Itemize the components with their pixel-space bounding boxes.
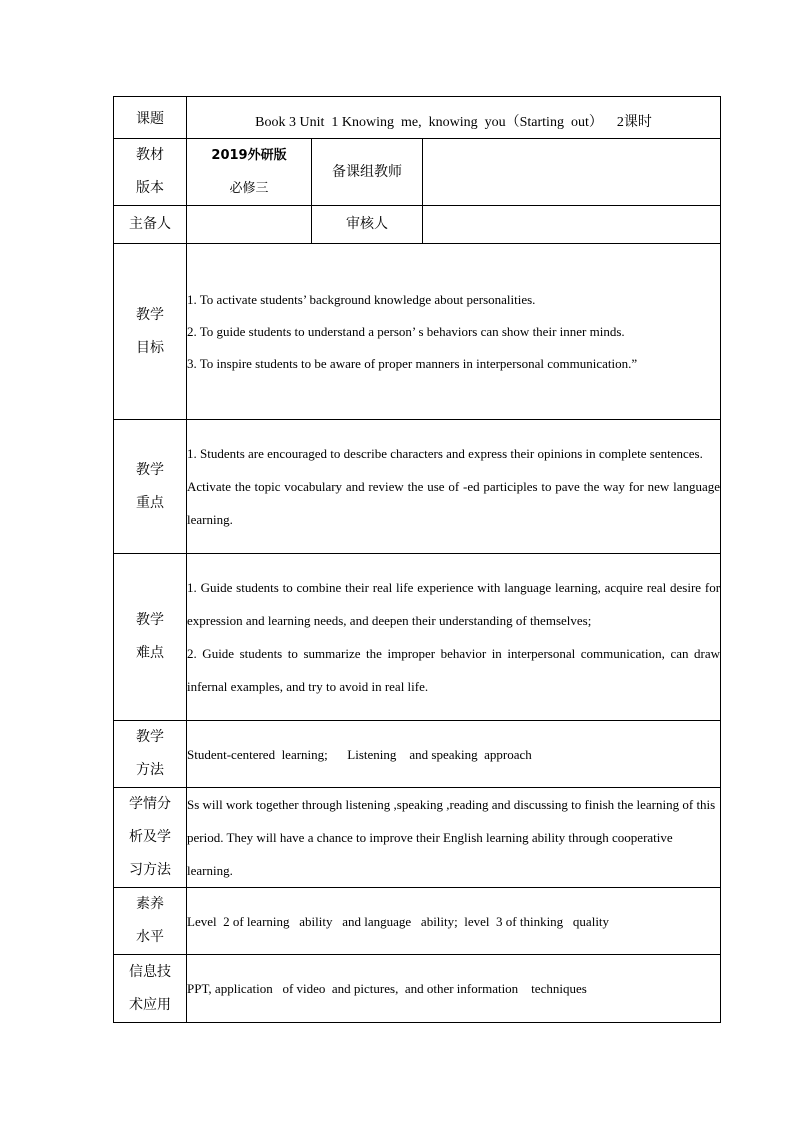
literacy-label: 素养 水平 [114,888,187,955]
analysis-content: Ss will work together through listening ,speaking ,reading and discussing to finish the learning of this period. They will have a chance to improve their English learning ability through cooperative learning. [187,788,721,888]
difficulty-item: 1. Guide students to combine their real life experience with language learning, acquire real desire for expression and learning needs, and deepen their understanding of themselves; [187,580,721,628]
row-textbook [114,139,721,206]
row-course [114,97,721,139]
course-title: Book 3 Unit 1 Knowing me, knowing you（Starting out） 2课时 [187,97,721,139]
tech-content: PPT, application of video and pictures, and other information techniques [187,955,721,1023]
literacy-content: Level 2 of learning ability and language ability; level 3 of thinking quality [187,888,721,955]
preparer-label: 主备人 [114,206,187,244]
analysis-label: 学情分 析及学 习方法 [114,788,187,888]
row-tech [114,955,721,1023]
difficulties-label: 教学 难点 [114,554,187,721]
objective-item: 3. To inspire students to be aware of proper manners in interpersonal communication.” [187,356,638,371]
lesson-plan-table [113,96,721,1023]
row-objectives [114,244,721,420]
key-points-label: 教学 重点 [114,420,187,554]
objective-item: 2. To guide students to understand a person’ s behaviors can show their inner minds. [187,324,625,339]
tech-label: 信息技 术应用 [114,955,187,1023]
row-literacy [114,888,721,955]
difficulty-item: 2. Guide students to summarize the improper behavior in interpersonal communication, can draw infernal examples, and try to avoid in real life. [187,646,721,694]
methods-label: 教学 方法 [114,721,187,788]
row-methods [114,721,721,788]
prep-teacher-value [423,139,721,206]
methods-content: Student-centered learning; Listening and speaking approach [187,721,721,788]
course-label: 课题 [114,97,187,139]
row-analysis [114,788,721,888]
objective-item: 1. To activate students’ background knowledge about personalities. [187,292,536,307]
reviewer-label: 审核人 [312,206,423,244]
difficulties-content [187,554,721,721]
textbook-label: 教材 版本 [114,139,187,206]
row-difficulties [114,554,721,721]
key-point-item: Activate the topic vocabulary and review the use of -ed participles to pave the way for new language learning. [187,479,721,527]
objectives-label: 教学 目标 [114,244,187,420]
textbook-edition: 2019外研版 必修三 [187,139,312,206]
preparer-value [187,206,312,244]
objectives-content [187,244,721,420]
key-point-item: 1. Students are encouraged to describe characters and express their opinions in complete sentences. [187,446,703,461]
key-points-content [187,420,721,554]
row-preparer [114,206,721,244]
reviewer-value [423,206,721,244]
row-key-points [114,420,721,554]
prep-teacher-label: 备课组教师 [312,139,423,206]
